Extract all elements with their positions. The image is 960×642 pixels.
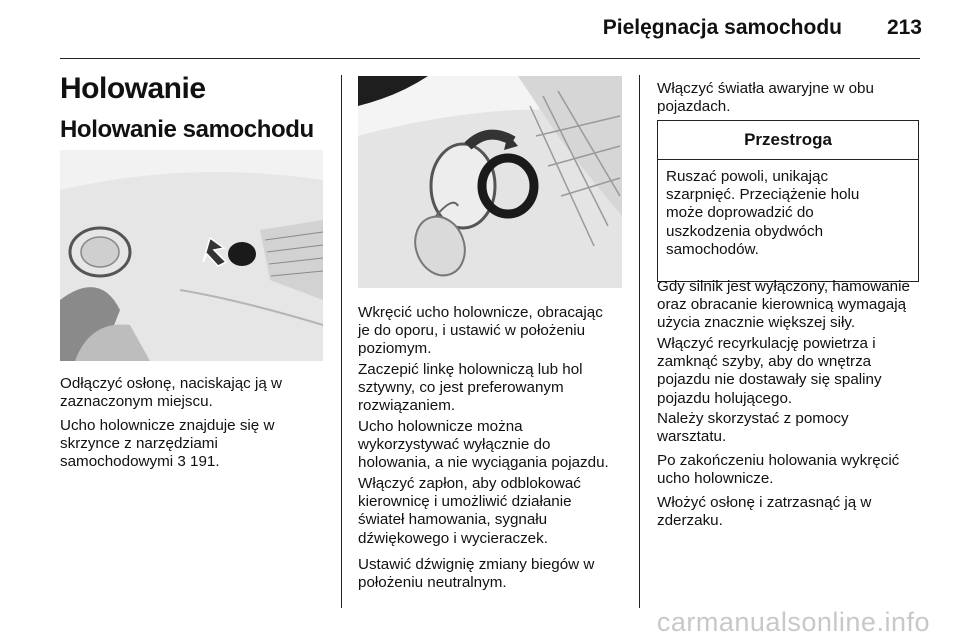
page-reference: 191. — [185, 453, 220, 471]
column-divider-right — [639, 75, 640, 608]
paragraph: Należy skorzystać z pomocy warsztatu. — [657, 410, 849, 446]
tow-eye-illustration — [358, 76, 622, 288]
warning-text: Ruszać powoli, unikając szarpnięć. Przeciążenie holu może doprowadzić do uszkodzenia obydwóch samochodów. — [666, 168, 860, 258]
paragraph: Włączyć zapłon, aby odblokować kierownicę i umożliwić działanie świateł hamowania, sygnału dźwiękowego i wycieraczek. — [358, 475, 581, 547]
paragraph: Włożyć osłonę i zatrzasnąć ją w zderzaku. — [657, 494, 872, 530]
warning-title: Przestroga — [658, 121, 918, 160]
paragraph: Ustawić dźwignię zmiany biegów w położeniu neutralnym. — [358, 556, 595, 592]
watermark: carmanualsonline.info — [656, 607, 930, 637]
paragraph: Gdy silnik jest wyłączony, hamowanie oraz obracanie kierownicą wymagają użycia znacznie większej siły. — [657, 278, 910, 332]
subsection-heading: Holowanie samochodu — [60, 116, 314, 143]
page-reference-arrow-icon: 3 — [177, 453, 186, 471]
paragraph: Po zakończeniu holowania wykręcić ucho holownicze. — [657, 452, 900, 488]
paragraph: Ucho holownicze można wykorzystywać wyłącznie do holowania, a nie wyciągania pojazdu. — [358, 418, 609, 472]
bumper-cover-illustration — [60, 150, 323, 361]
warning-box — [657, 120, 919, 282]
paragraph: Włączyć światła awaryjne w obu pojazdach. — [657, 80, 874, 116]
paragraph: Wkręcić ucho holownicze, obracając je do oporu, i ustawić w położeniu poziomym. — [358, 304, 603, 358]
column-divider-left — [341, 75, 342, 608]
paragraph-text: Ucho holownicze znajduje się w skrzynce z narzędziami samochodowymi — [60, 417, 275, 471]
section-heading: Holowanie — [60, 72, 206, 105]
paragraph: Odłączyć osłonę, naciskając ją w zaznaczonym miejscu. — [60, 375, 283, 411]
paragraph: Włączyć recyrkulację powietrza i zamknąć szyby, aby do wnętrza pojazdu nie dostawały się spaliny pojazdu holującego. — [657, 335, 882, 407]
header-title: Pielęgnacja samochodu — [602, 16, 842, 39]
page-number: 213 — [886, 16, 922, 39]
paragraph: Zaczepić linkę holowniczą lub hol sztywny, co jest preferowanym rozwiązaniem. — [358, 361, 583, 415]
paragraph-with-reference — [60, 417, 335, 472]
header-rule — [60, 58, 920, 59]
